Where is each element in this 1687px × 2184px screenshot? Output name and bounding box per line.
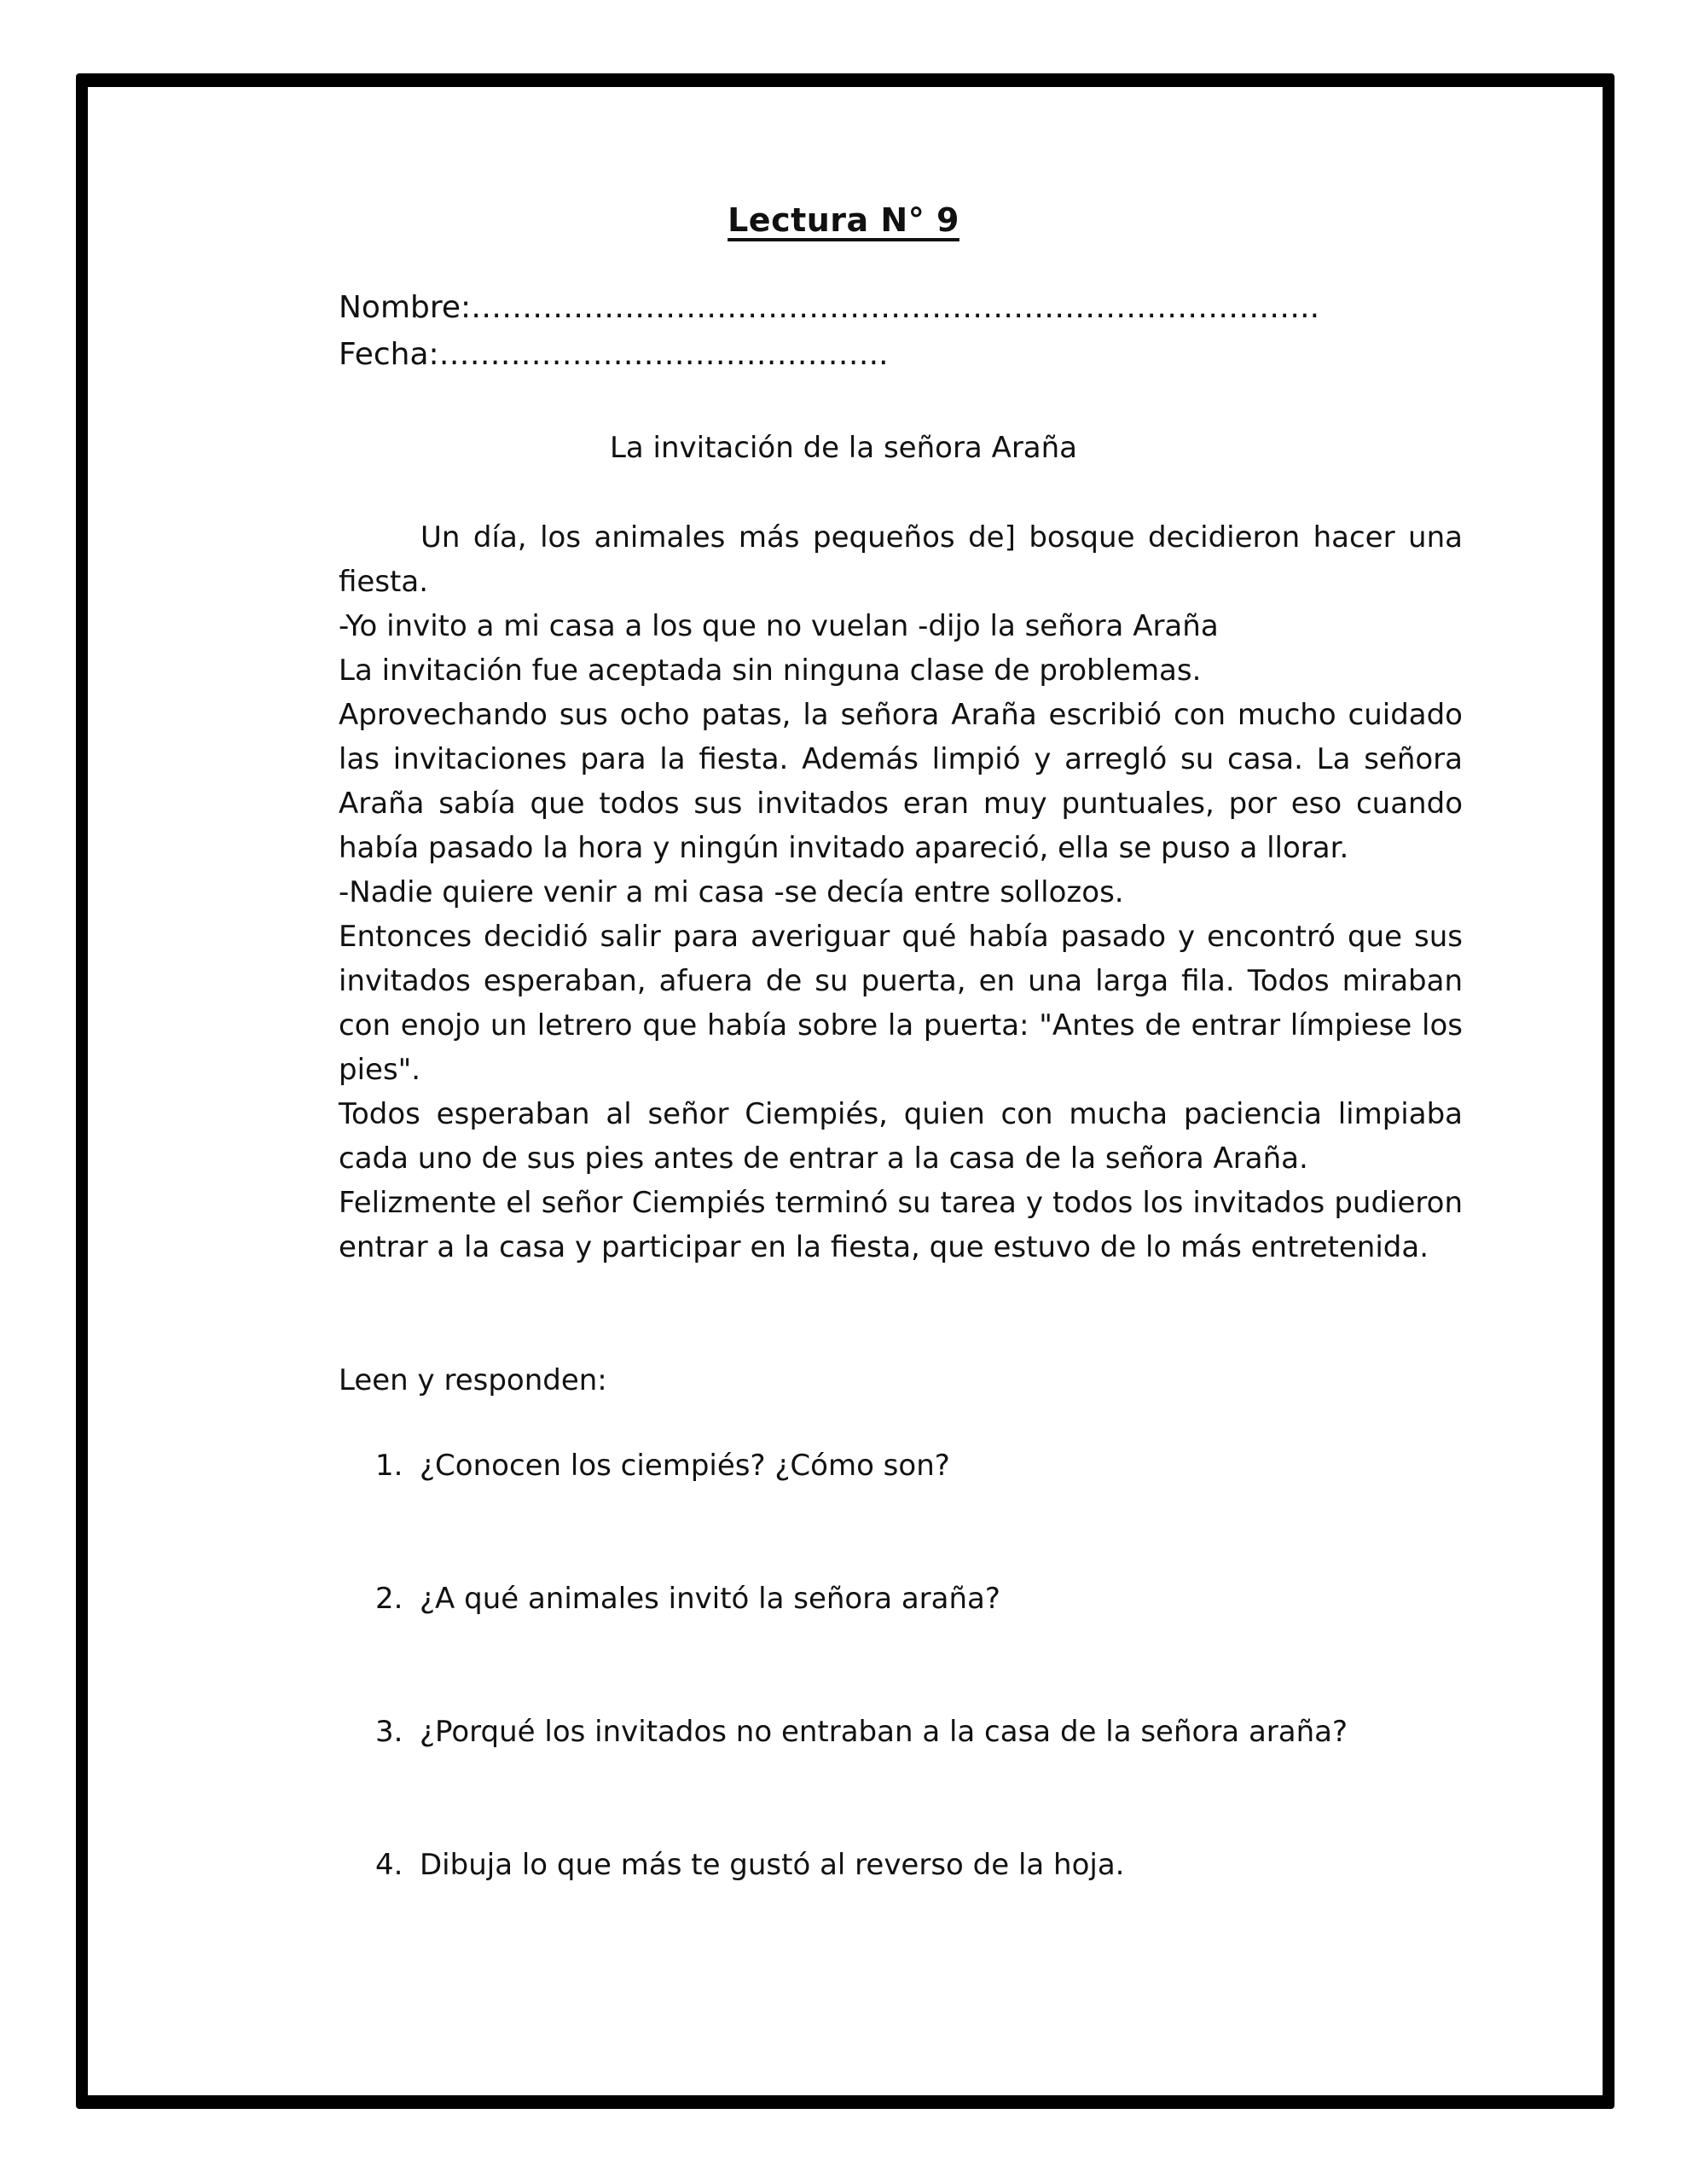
- name-field: Nombre:………………………………………………………………………..: [339, 290, 1320, 325]
- story-title: La invitación de la señora Araña: [609, 431, 1078, 465]
- question-number: 1.: [375, 1449, 403, 1483]
- worksheet-title: [0, 201, 1687, 239]
- story-paragraph: -Yo invito a mi casa a los que no vuelan -dijo la señora Araña: [339, 609, 1219, 643]
- date-field: Fecha:……………………………………..: [339, 337, 889, 372]
- story-paragraph: Felizmente el señor Ciempiés terminó su tarea y todos los invitados pudieron entrar a la casa y participar en la fiesta, que estuvo de lo más entretenida.: [339, 1186, 1463, 1264]
- question-item: [375, 1449, 1484, 1582]
- question-item: [375, 1715, 1484, 1848]
- question-text: ¿Conocen los ciempiés? ¿Cómo son?: [420, 1449, 950, 1483]
- story-paragraph: Todos esperaban al señor Ciempiés, quien con mucha paciencia limpiaba cada uno de sus pies antes de entrar a la casa de la señora Araña.: [339, 1097, 1463, 1176]
- question-item: [375, 1582, 1484, 1715]
- story-body: [339, 515, 1463, 1269]
- instructions-heading: Leen y responden:: [339, 1363, 607, 1397]
- question-list: [375, 1449, 1484, 1981]
- worksheet-title-text: Lectura N° 9: [728, 201, 959, 239]
- story-paragraph: La invitación fue aceptada sin ninguna clase de problemas.: [339, 653, 1202, 688]
- story-paragraph: Entonces decidió salir para averiguar qué había pasado y encontró que sus invitados esperaban, afuera de su puerta, en una larga fila. Todos miraban con enojo un letrero que había sobre la puerta: "Antes de entrar límpiese los pies".: [339, 920, 1463, 1087]
- question-item: [375, 1848, 1484, 1981]
- question-number: 2.: [375, 1582, 403, 1616]
- question-number: 4.: [375, 1848, 403, 1882]
- story-paragraph: Un día, los animales más pequeños de] bosque decidieron hacer una fiesta.: [339, 520, 1463, 599]
- question-text: ¿Porqué los invitados no entraban a la casa de la señora araña?: [420, 1715, 1348, 1749]
- story-paragraph: Aprovechando sus ocho patas, la señora Araña escribió con mucho cuidado las invitaciones para la fiesta. Además limpió y arregló su casa. La señora Araña sabía que todos sus invitados eran muy puntuales, por eso cuando había pasado la hora y ningún invitado apareció, ella se puso a llorar.: [339, 698, 1463, 865]
- question-text: ¿A qué animales invitó la señora araña?: [420, 1582, 1000, 1616]
- question-number: 3.: [375, 1715, 403, 1749]
- story-paragraph: -Nadie quiere venir a mi casa -se decía entre sollozos.: [339, 875, 1124, 909]
- question-text: Dibuja lo que más te gustó al reverso de la hoja.: [420, 1848, 1125, 1882]
